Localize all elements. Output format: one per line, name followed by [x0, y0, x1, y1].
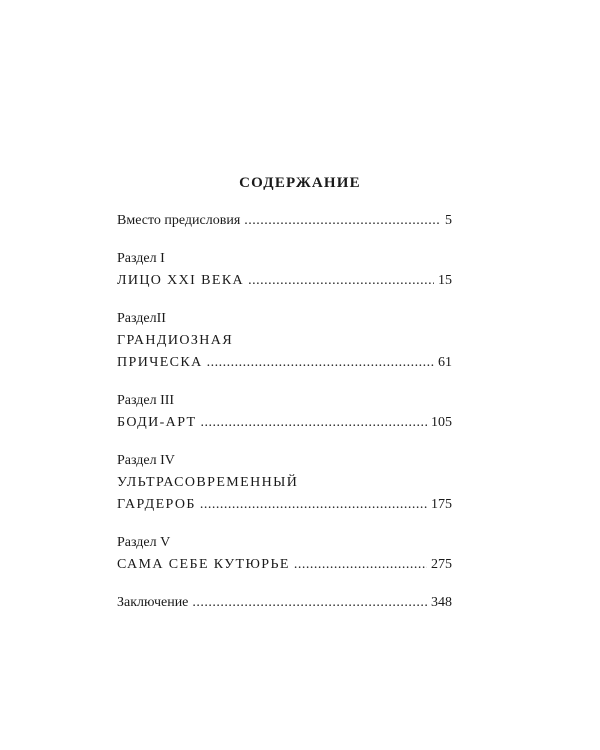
toc-line[interactable]	[117, 554, 452, 576]
toc-entry-title: Вместо предисловия	[117, 213, 241, 228]
toc-line[interactable]	[117, 592, 452, 614]
dot-leader	[207, 352, 434, 374]
toc-page-number: 15	[438, 273, 452, 288]
dot-leader	[201, 412, 428, 434]
section-label: Раздел III	[117, 393, 175, 408]
toc-entry-section-3	[117, 390, 452, 434]
table-of-contents	[117, 210, 452, 630]
toc-entry-preface	[117, 210, 452, 232]
toc-entry-section-1	[117, 248, 452, 292]
dot-leader	[244, 210, 441, 232]
toc-line[interactable]	[117, 494, 452, 516]
page-title: СОДЕРЖАНИЕ	[239, 175, 361, 191]
dot-leader	[192, 592, 427, 614]
toc-line[interactable]	[117, 412, 452, 434]
toc-entry-title: САМА СЕБЕ КУТЮРЬЕ	[117, 557, 290, 572]
toc-entry-conclusion	[117, 592, 452, 614]
dot-leader	[248, 270, 434, 292]
dot-leader	[294, 554, 427, 576]
toc-entry-title: БОДИ-АРТ	[117, 415, 197, 430]
toc-entry-section-5	[117, 532, 452, 576]
toc-line[interactable]	[117, 352, 452, 374]
toc-entry-title: ЛИЦО XXI ВЕКА	[117, 273, 245, 288]
toc-page-number: 105	[431, 415, 452, 430]
toc-page-number: 5	[445, 213, 452, 228]
toc-page-number: 175	[431, 497, 452, 512]
toc-page-number: 275	[431, 557, 452, 572]
toc-entry-title: ГАРДЕРОБ	[117, 497, 196, 512]
toc-line[interactable]	[117, 270, 452, 292]
toc-entry-title-line: ГРАНДИОЗНАЯ	[117, 333, 234, 348]
section-label: РазделII	[117, 311, 166, 326]
toc-line[interactable]	[117, 210, 452, 232]
section-label: Раздел IV	[117, 453, 175, 468]
section-label: Раздел V	[117, 535, 171, 550]
toc-entry-title-line: УЛЬТРАСОВРЕМЕННЫЙ	[117, 475, 299, 490]
section-label: Раздел I	[117, 251, 165, 266]
toc-entry-title: ПРИЧЕСКА	[117, 355, 203, 370]
toc-page-number: 348	[431, 595, 452, 610]
toc-entry-title: Заключение	[117, 595, 189, 610]
dot-leader	[200, 494, 427, 516]
toc-page-number: 61	[438, 355, 452, 370]
toc-entry-section-2	[117, 308, 452, 374]
toc-entry-section-4	[117, 450, 452, 516]
